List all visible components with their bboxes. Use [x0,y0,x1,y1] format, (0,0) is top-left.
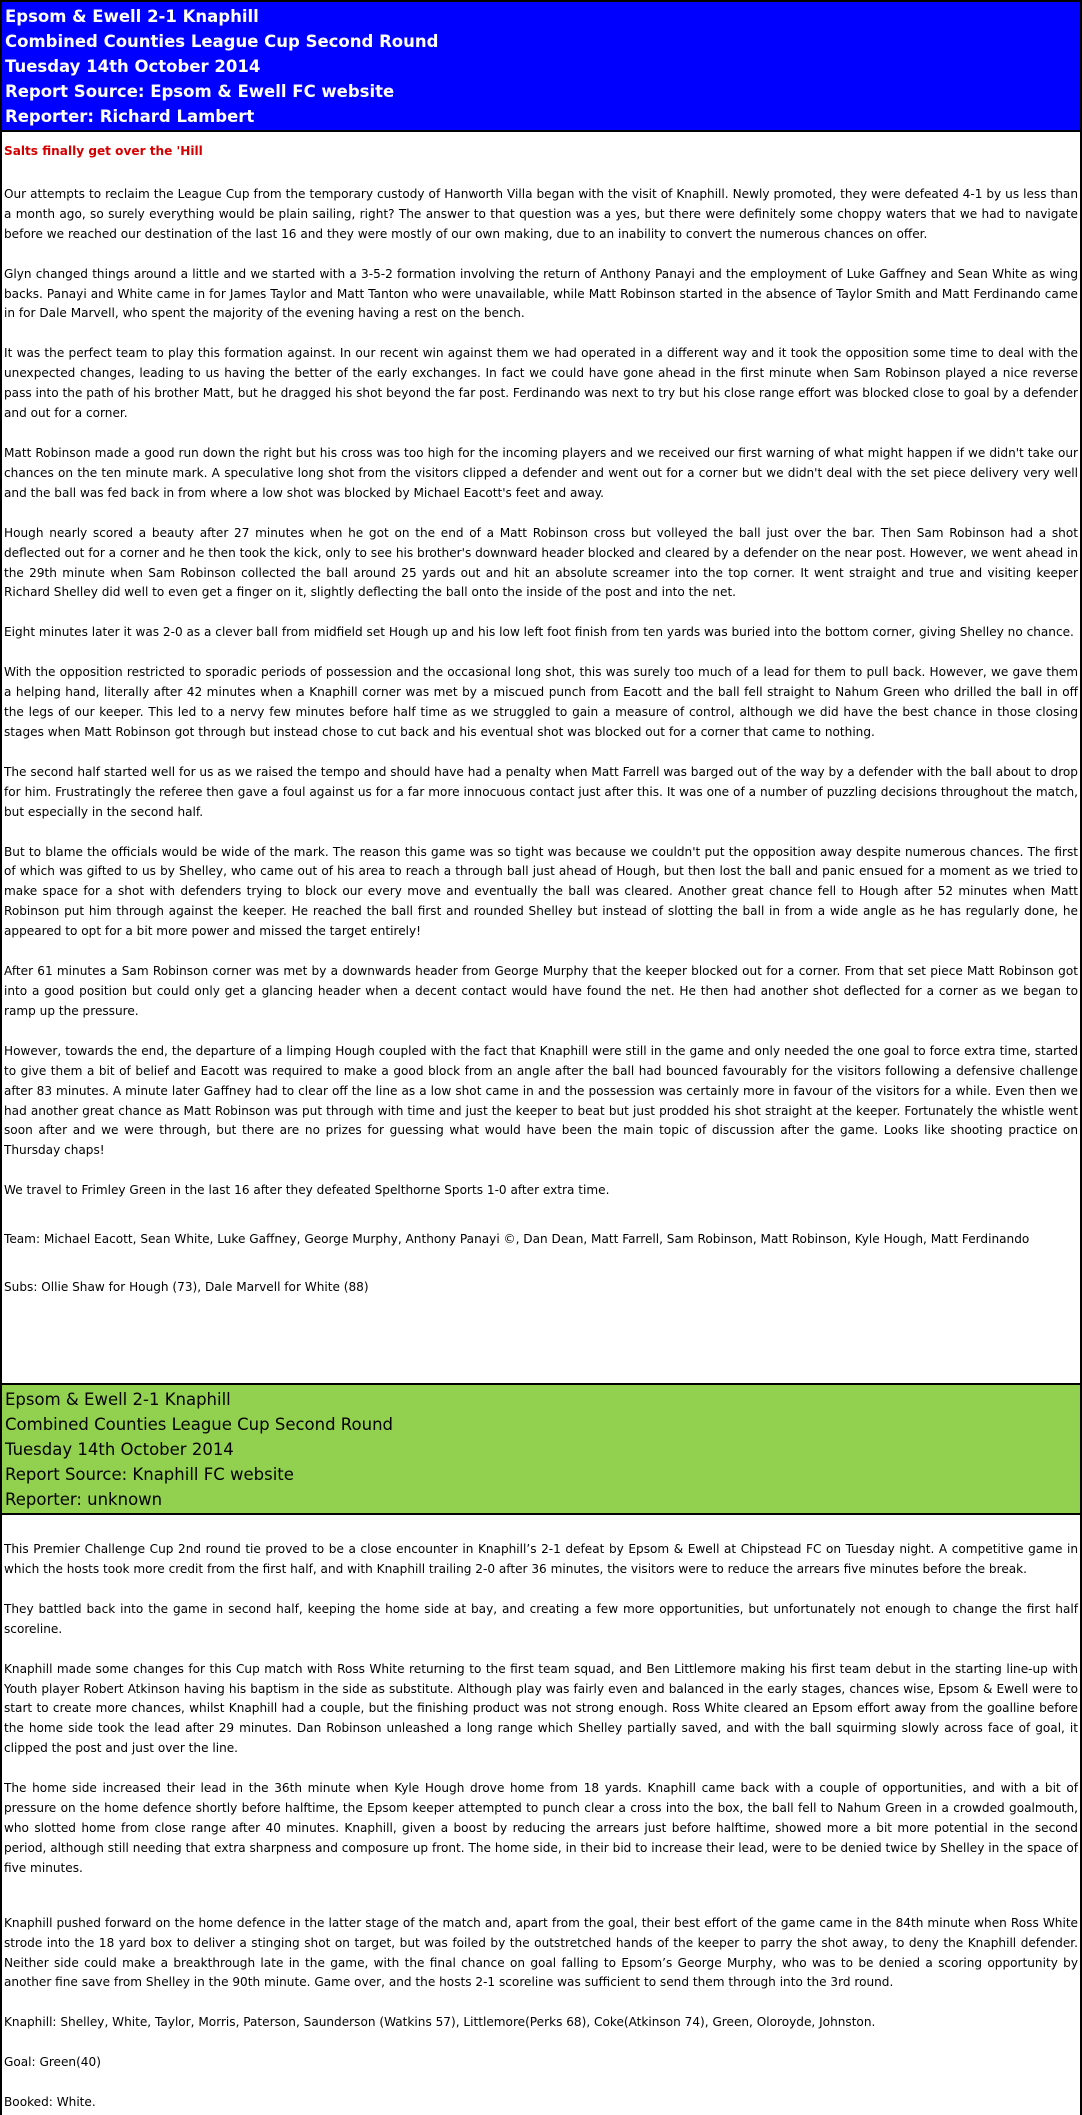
substitutes: Subs: Ollie Shaw for Hough (73), Dale Marvell for White (88) [4,1280,369,1295]
competition: Combined Counties League Cup Second Round [5,32,439,51]
paragraph: Glyn changed things around a little and we started with a 3-5-2 formation involving the return of Anthony Panayi and the employment of Luke Gaffney and Sean White as wing backs. Panayi and White came in for James Taylor and Matt Tanton who were unavailable, while Matt Robinson started in the absence of Taylor Smith and Matt Ferdinando came in for Dale Marvell, who spent the majority of the evening having a rest on the bench. [4,266,1078,321]
report-subtitle: Salts finally get over the 'Hill [4,144,203,158]
competition: Combined Counties League Cup Second Round [5,1415,394,1434]
paragraph: After 61 minutes a Sam Robinson corner was met by a downwards header from George Murphy that the keeper blocked out for a corner. From that set piece Matt Robinson got into a good position but could only get a glancing header when a decent contact would have found the net. He then had another shot deflected for a corner as we began to ramp up the pressure. [4,964,1078,1018]
paragraph: Knaphill made some changes for this Cup match with Ross White returning to the first team squad, and Ben Littlemore making his first team debut in the starting line-up with Youth player Robert Atkinson having his baptism in the side as substitute. Although play was fairly even and balanced in the early stages, chances wise, Epsom & Ewell were to start to create more chances, whilst Knaphill had a couple, but the finishing product was not strong enough. Ross White cleared an Epsom effort away from the goalline before the home side took the lead after 29 minutes. Dan Robinson unleashed a long range which Shelley partially saved, and with the ball squirming slowly across face of goal, it clipped the post and just over the line. [4,1661,1078,1756]
paragraph: The second half started well for us as we raised the tempo and should have had a penalty when Matt Farrell was barged out of the way by a defender with the ball about to drop for him. Frustratingly the referee then gave a foul against us for a far more innocuous contact just after this. It was one of a number of puzzling decisions throughout the match, but especially in the second half. [4,764,1078,819]
paragraph: The home side increased their lead in the 36th minute when Kyle Hough drove home from 18 yards. Knaphill came back with a couple of opportunities, and with a bit of pressure on the home defence shortly before halftime, the Epsom keeper attempted to punch clear a cross into the box, the ball fell to Nahum Green in a crowded goalmouth, who slotted home from close range after 40 minutes. Knaphill, given a boost by reducing the arrears just before halftime, showed more a bit more potential in the second period, although still needing that extra sharpness and composure up front. The home side, in their bid to increase their lead, were to be denied twice by Shelley in the space of five minutes. [4,1781,1078,1875]
report-source: Report Source: Epsom & Ewell FC website [5,82,395,101]
paragraph: Eight minutes later it was 2-0 as a clever ball from midfield set Hough up and his low left foot finish from ten yards was buried into the bottom corner, giving Shelley no chance. [4,625,1074,640]
reporter: Reporter: unknown [5,1490,163,1509]
report-body-epsom [0,132,1082,1383]
reporter: Reporter: Richard Lambert [5,107,255,126]
paragraph: We travel to Frimley Green in the last 16 after they defeated Spelthorne Sports 1-0 after extra time. [4,1183,610,1198]
paragraph: However, towards the end, the departure of a limping Hough coupled with the fact that Knaphill were still in the game and only needed the one goal to force extra time, started to give them a bit of belief and Eacott was required to make a good block from an angle after the ball had bounced favourably for the visitors following a defensive challenge after 83 minutes. A minute later Gaffney had to clear off the line as a low shot came in and the possession was certainly more in favour of the visitors for a while. Even then we had another great chance as Matt Robinson was put through with time and just the keeper to beat but just prodded his shot straight at the keeper. Fortunately the whistle went soon after and we were through, but there are no prizes for guessing what would have been the main topic of discussion after the game. Looks like shooting practice on Thursday chaps! [4,1043,1078,1158]
match-title: Epsom & Ewell 2-1 Knaphill [5,7,259,26]
paragraph: They battled back into the game in second half, keeping the home side at bay, and creating a few more opportunities, but unfortunately not enough to change the first half scoreline. [4,1601,1078,1636]
match-title: Epsom & Ewell 2-1 Knaphill [5,1390,231,1409]
goal-scorers: Goal: Green(40) [4,2055,101,2070]
report-header-epsom [0,0,1082,132]
paragraph: Matt Robinson made a good run down the right but his cross was too high for the incoming players and we received our first warning of what might happen if we didn't take our chances on the ten minute mark. A speculative long shot from the visitors clipped a defender and went out for a corner but we didn't deal with the set piece delivery very well and the ball was fed back in from where a low shot was blocked by Michael Eacott's feet and away. [4,445,1078,500]
paragraph: This Premier Challenge Cup 2nd round tie proved to be a close encounter in Knaphill’s 2-1 defeat by Epsom & Ewell at Chipstead FC on Tuesday night. A competitive game in which the hosts took more credit from the first half, and with Knaphill trailing 2-0 after 36 minutes, the visitors were to reduce the arrears five minutes before the break. [4,1542,1078,1576]
report-header-knaphill [0,1383,1082,1515]
paragraph: Our attempts to reclaim the League Cup from the temporary custody of Hanworth Villa began with the visit of Knaphill. Newly promoted, they were defeated 4-1 by us less than a month ago, so surely everything would be plain sailing, right? The answer to that question was a yes, but there were definitely some choppy waters that we had to navigate before we reached our destination of the last 16 and they were mostly of our own making, due to an inability to convert the numerous chances on offer. [4,186,1078,241]
paragraph: With the opposition restricted to sporadic periods of possession and the occasional long shot, this was surely too much of a lead for them to pull back. However, we gave them a helping hand, literally after 42 minutes when a Knaphill corner was met by a miscued punch from Eacott and the ball fell straight to Nahum Green who drilled the ball in off the legs of our keeper. This led to a nervy few minutes before half time as we struggled to gain a measure of control, although we did have the best chance in those closing stages when Matt Robinson got through but instead chose to cut back and his eventual shot was blocked out for a corner that came to nothing. [4,665,1078,739]
bookings: Booked: White. [4,2095,96,2110]
match-date: Tuesday 14th October 2014 [5,57,261,76]
paragraph: Hough nearly scored a beauty after 27 minutes when he got on the end of a Matt Robinson cross but volleyed the ball just over the bar. Then Sam Robinson had a shot deflected out for a corner and he then took the kick, only to see his brother's downward header blocked and cleared by a defender on the near post. However, we went ahead in the 29th minute when Sam Robinson collected the ball around 25 yards out and hit an absolute screamer into the top corner. It went straight and true and visiting keeper Richard Shelley did well to even get a finger on it, slightly deflecting the ball onto the inside of the post and into the net. [4,525,1078,600]
knaphill-lineup: Knaphill: Shelley, White, Taylor, Morris, Paterson, Saunderson (Watkins 57), Littlemore(Perks 68), Coke(Atkinson 74), Green, Oloroyde, Johnston. [4,2015,876,2030]
paragraph: Knaphill pushed forward on the home defence in the latter stage of the match and, apart from the goal, their best effort of the game came in the 84th minute when Ross White strode into the 18 yard box to deliver a stinging shot on target, but was foiled by the outstretched hands of the keeper to parry the shot away, to deny the Knaphill defender. Neither side could make a breakthrough late in the game, with the final chance on goal falling to Epsom’s George Murphy, who was to be denied a scoring opportunity by another fine save from Shelley in the 90th minute. Game over, and the hosts 2-1 scoreline was sufficient to send them through into the 3rd round. [4,1915,1078,1990]
match-date: Tuesday 14th October 2014 [5,1440,234,1459]
paragraph: It was the perfect team to play this formation against. In our recent win against them we had operated in a different way and it took the opposition some time to deal with the unexpected changes, leading to us having the better of the early exchanges. In fact we could have gone ahead in the first minute when Sam Robinson played a nice reverse pass into the path of his brother Matt, but he dragged his shot beyond the far post. Ferdinando was next to try but his close range effort was blocked close to goal by a defender and out for a corner. [4,346,1078,421]
report-source: Report Source: Knaphill FC website [5,1465,294,1484]
team-lineup: Team: Michael Eacott, Sean White, Luke Gaffney, George Murphy, Anthony Panayi ©, Dan Dean, Matt Farrell, Sam Robinson, Matt Robinson, Kyle Hough, Matt Ferdinando [4,1232,1030,1247]
paragraph: But to blame the officials would be wide of the mark. The reason this game was so tight was because we couldn't put the opposition away despite numerous chances. The first of which was gifted to us by Shelley, who came out of his area to reach a through ball just ahead of Hough, but then lost the ball and panic ensued for a moment as we tried to make space for a shot with defenders trying to block our every move and eventually the ball was cleared. Another great chance fell to Hough after 52 minutes when Matt Robinson put him through against the keeper. He reached the ball first and rounded Shelley but instead of slotting the ball in from a wide angle as he has regularly done, he appeared to opt for a bit more power and missed the target entirely! [4,844,1078,939]
report-body-knaphill [0,1515,1082,2115]
